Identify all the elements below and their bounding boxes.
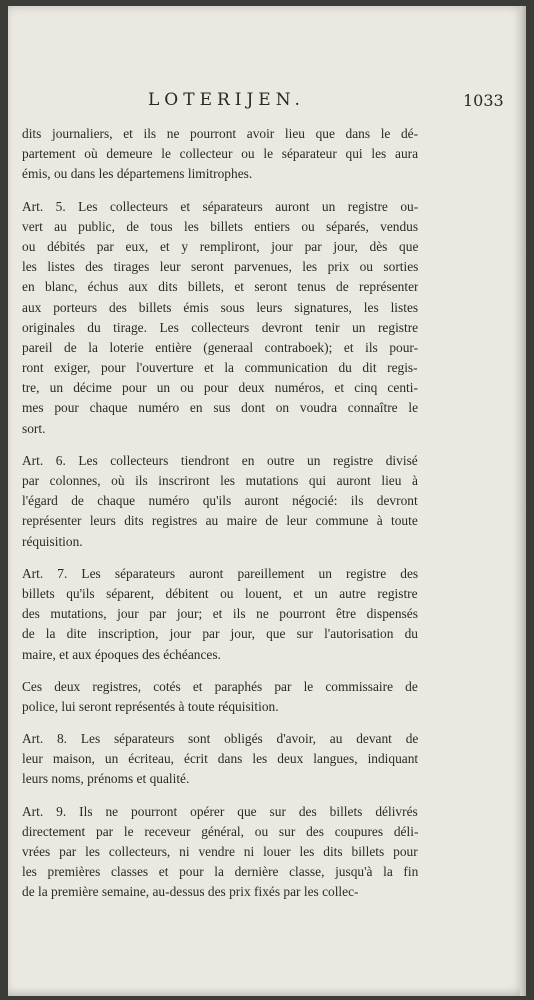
text-line: leurs noms, prénoms et qualité. <box>22 771 190 787</box>
paragraph-gap <box>22 717 418 729</box>
running-title: LOTERIJEN. <box>148 90 305 110</box>
text-line: émis, ou dans les départemens limitrophes. <box>22 166 253 182</box>
text-line: ou débités par eux, et y rempliront, jour par jour, dès que <box>22 238 418 254</box>
text-line: de la première semaine, au-dessus des prix fixés par les collec- <box>22 884 359 900</box>
text-line: par colonnes, où ils inscriront les mutations qui auront lieu à <box>22 473 418 488</box>
text-line: Art. 6. Les collecteurs tiendront en outre un registre divisé <box>22 452 418 468</box>
paragraph <box>22 197 418 439</box>
text-line: billets qu'ils séparent, débitent ou louent, et un autre registre <box>22 585 418 601</box>
paragraph <box>22 564 418 665</box>
text-line: les listes des tirages leur seront parvenues, les prix ou sorties <box>22 259 418 275</box>
paragraph-gap <box>22 552 418 564</box>
text-line: des mutations, jour par jour; et ils ne pourront être dispensés <box>22 606 418 622</box>
paragraph-gap <box>22 185 418 197</box>
paragraph-gap <box>22 665 418 677</box>
text-line: Art. 8. Les séparateurs sont obligés d'avoir, au devant de <box>22 731 418 747</box>
text-line: tre, un décime pour un ou pour deux numéros, et cinq centi- <box>22 380 418 396</box>
text-line: réquisition. <box>22 533 83 549</box>
text-line: l'égard de chaque numéro qu'ils auront négocié: ils devront <box>22 493 418 509</box>
paragraph <box>22 802 418 903</box>
paragraph <box>22 124 418 185</box>
text-line: les premières classes et pour la dernière classe, jusqu'à la fin <box>22 864 418 880</box>
paragraph-gap <box>22 439 418 451</box>
text-line: originales du tirage. Les collecteurs devront tenir un registre <box>22 319 418 335</box>
text-line: aux porteurs des billets émis sous leurs signatures, les listes <box>22 299 418 315</box>
text-line: dits journaliers, et ils ne pourront avoir lieu que dans le dé- <box>22 126 418 141</box>
book-page <box>8 6 526 996</box>
page-edge <box>520 6 526 996</box>
paragraph <box>22 677 418 717</box>
text-line: ront exiger, pour l'ouverture et la communication du dit regis- <box>22 360 418 376</box>
paragraph-gap <box>22 790 418 802</box>
page-number: 1033 <box>463 91 504 110</box>
text-line: directement par le receveur général, ou sur des coupures déli- <box>22 823 418 839</box>
text-line: mes pour chaque numéro en sus dont on voudra connaître le <box>22 400 418 416</box>
text-line: vert au public, de tous les billets entiers ou séparés, vendus <box>22 218 418 234</box>
paragraph <box>22 729 418 790</box>
text-line: Art. 7. Les séparateurs auront pareillement un registre des <box>22 565 418 581</box>
text-line: leur maison, un écriteau, écrit dans les deux langues, indiquant <box>22 751 418 767</box>
paragraph <box>22 451 418 552</box>
text-line: police, lui seront représentés à toute réquisition. <box>22 698 279 714</box>
text-line: pareil de la loterie entière (generaal contraboek); et ils pour- <box>22 339 418 355</box>
text-line: Art. 5. Les collecteurs et séparateurs auront un registre ou- <box>22 198 418 214</box>
text-line: maire, et aux époques des échéances. <box>22 646 221 662</box>
page-header <box>8 90 526 114</box>
text-line: vrées par les collecteurs, ni vendre ni louer les dits billets pour <box>22 844 418 859</box>
text-line: Art. 9. Ils ne pourront opérer que sur des billets délivrés <box>22 803 418 819</box>
text-line: de la dite inscription, jour par jour, que sur l'autorisation du <box>22 626 418 642</box>
text-line: en blanc, échus aux dits billets, et seront tenus de représenter <box>22 279 418 295</box>
text-line: Ces deux registres, cotés et paraphés par le commissaire de <box>22 678 418 694</box>
text-line: partement où demeure le collecteur ou le séparateur qui les aura <box>22 146 418 162</box>
text-line: représenter leurs dits registres au maire de leur commune à toute <box>22 513 418 529</box>
text-line: sort. <box>22 420 46 436</box>
body-text <box>22 124 418 903</box>
